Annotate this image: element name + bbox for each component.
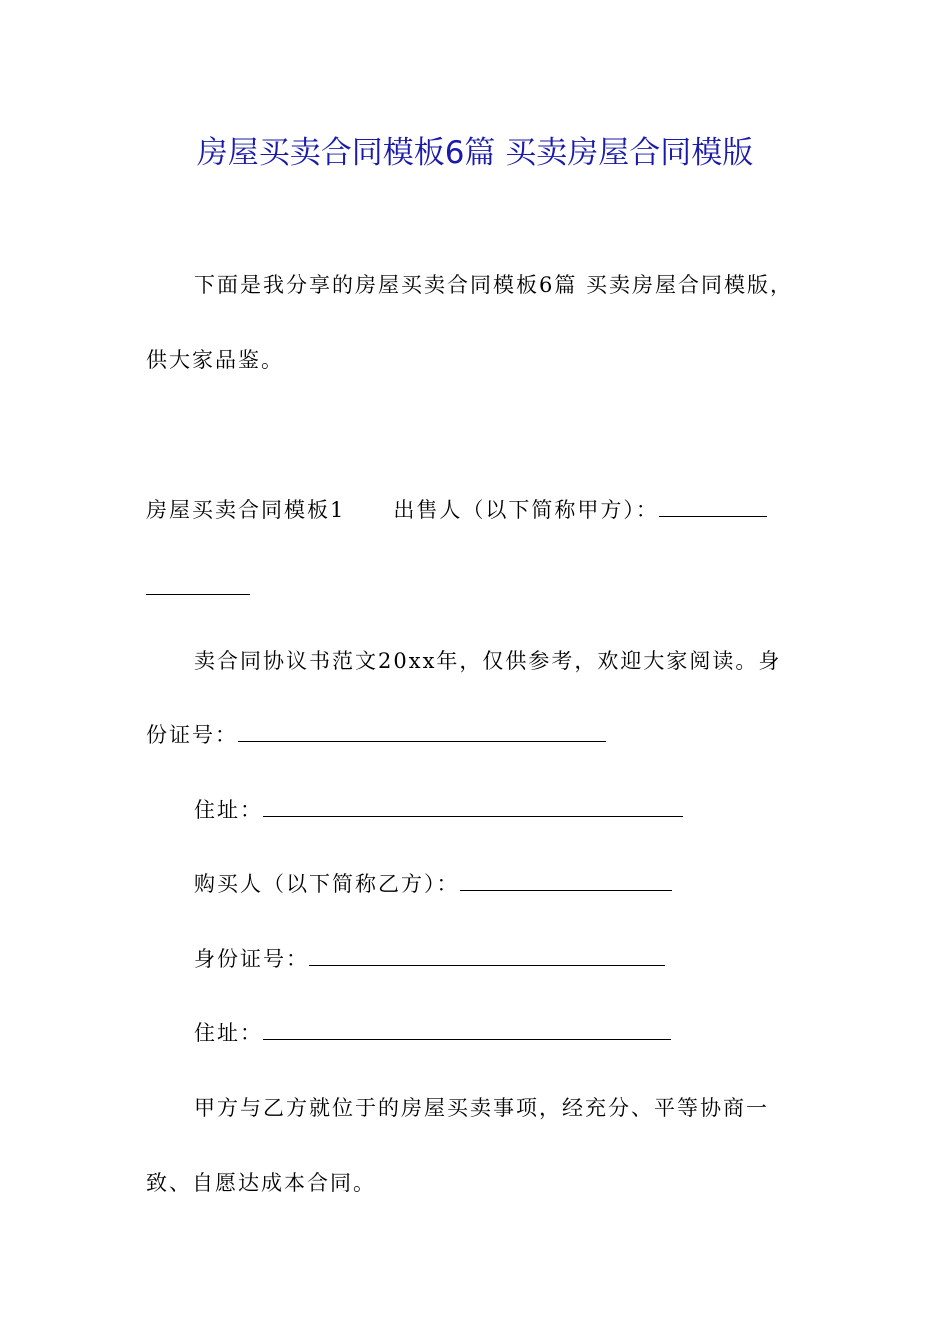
seller-name-blank (659, 496, 767, 517)
document-title: 房屋买卖合同模板6篇 买卖房屋合同模版 (196, 135, 754, 171)
buyer-address-row (194, 1018, 671, 1048)
reference-line: 卖合同协议书范文20xx年，仅供参考，欢迎大家阅读。身 (194, 649, 782, 673)
intro-line-1: 下面是我分享的房屋买卖合同模板6篇 买卖房屋合同模版， (194, 273, 794, 297)
buyer-id-label: 身份证号： (194, 947, 309, 971)
agreement-line-2: 致、自愿达成本合同。 (146, 1171, 376, 1195)
agreement-line-1: 甲方与乙方就位于的房屋买卖事项，经充分、平等协商一 (194, 1096, 769, 1120)
seller-label: 出售人（以下简称甲方）： (393, 498, 659, 522)
seller-id-blank (238, 721, 606, 742)
seller-id-row (146, 720, 606, 750)
intro-line-2: 供大家品鉴。 (146, 348, 284, 372)
seller-address-row (194, 795, 683, 825)
seller-name-blank-continued (146, 594, 250, 595)
buyer-id-blank (309, 945, 665, 966)
seller-id-label: 份证号： (146, 723, 238, 747)
contract-heading-row (146, 495, 767, 525)
seller-address-label: 住址： (194, 798, 263, 822)
buyer-name-blank (460, 870, 672, 891)
buyer-row (194, 869, 672, 899)
buyer-address-blank (263, 1019, 671, 1040)
buyer-address-label: 住址： (194, 1021, 263, 1045)
contract-heading: 房屋买卖合同模板1 (146, 498, 346, 522)
buyer-id-row (194, 944, 665, 974)
buyer-label: 购买人（以下简称乙方）： (194, 872, 460, 896)
seller-address-blank (263, 796, 683, 817)
